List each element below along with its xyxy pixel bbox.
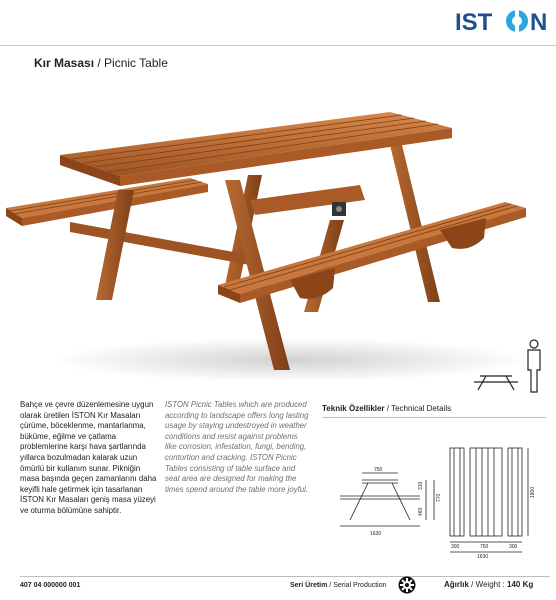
title-en: Picnic Table [104,56,168,70]
picnic-table-icon [474,376,518,390]
weight [444,580,533,589]
technical-drawing-svg [322,440,548,560]
technical-drawings [322,440,548,560]
side-view-drawing [340,473,434,526]
dim-plan-total-width: 1630 [477,554,489,560]
title-separator: / [94,56,105,70]
weight-separator: / [468,580,476,589]
person-icon [528,340,540,392]
dim-plan-right-seat: 300 [509,544,518,550]
footer-divider [20,576,550,577]
scale-figure [470,338,550,396]
dim-side-base-width: 1630 [370,531,382,537]
dim-side-seat-height: 460 [418,507,424,516]
plan-view-drawing [450,448,528,552]
product-photo [0,80,556,380]
gear-icon [398,576,416,594]
serial-en: Serial Production [333,582,387,589]
dim-side-height-total: 770 [436,493,442,502]
serial-production [290,582,387,589]
product-code: 407 04 000000 001 [20,582,81,589]
technical-title-tr: Teknik Özellikler [322,404,385,413]
scale-figure-drawing [470,338,550,396]
technical-title-en: Technical Details [391,404,452,413]
weight-label-tr: Ağırlık [444,580,469,589]
svg-text:IST: IST [455,9,493,36]
description-tr: Bahçe ve çevre düzenlemesine uygun olarak üretilen İSTON Kır Masaları çürüme, böceklenme, mantarlanma, büküme, eğilme ve çatlama problemlerine karşı hava şartlarında yıllarca bozulmadan kalarak uzun ömürlü bir kullanım sunar. Pikniğin masa başında geçen zamanlarını daha keyifli hale getirmek için tasarlanan İSTON Kır Masaları geniş masa yüzeyi ve oturma bölümüne sahiptir. [20,400,157,515]
picnic-table-illustration [0,80,556,380]
gear-icon-svg [398,576,416,594]
serial-separator: / [327,582,334,589]
technical-separator: / [384,404,392,413]
technical-details-heading [322,404,451,413]
iston-logo [455,6,551,36]
iston-logo-mark [455,6,551,36]
weight-label-en: Weight : [475,580,507,589]
dim-plan-table: 750 [480,544,489,550]
dim-side-height-top: 310 [418,481,424,490]
dim-plan-length: 1800 [530,486,536,498]
dim-plan-left-seat: 300 [451,544,460,550]
technical-divider [322,417,546,418]
weight-value: 140 Kg [507,580,534,589]
description-en: ISTON Picnic Tables which are produced according to landscape offers long lasting usage by staying undestroyed in weather conditions and resist against problems like corrosion, infestation, fungi, bending, contortion and cracking. ISTON Picnic Tables consisting of table surface and seat area are designed for making the times spend around the table more joyful. [165,400,309,494]
dim-side-top-width: 750 [374,467,383,473]
svg-text:N: N [530,9,548,36]
header-divider [0,45,556,46]
serial-tr: Seri Üretim [290,582,328,589]
title-tr: Kır Masası [34,56,95,70]
page-title [34,56,168,70]
